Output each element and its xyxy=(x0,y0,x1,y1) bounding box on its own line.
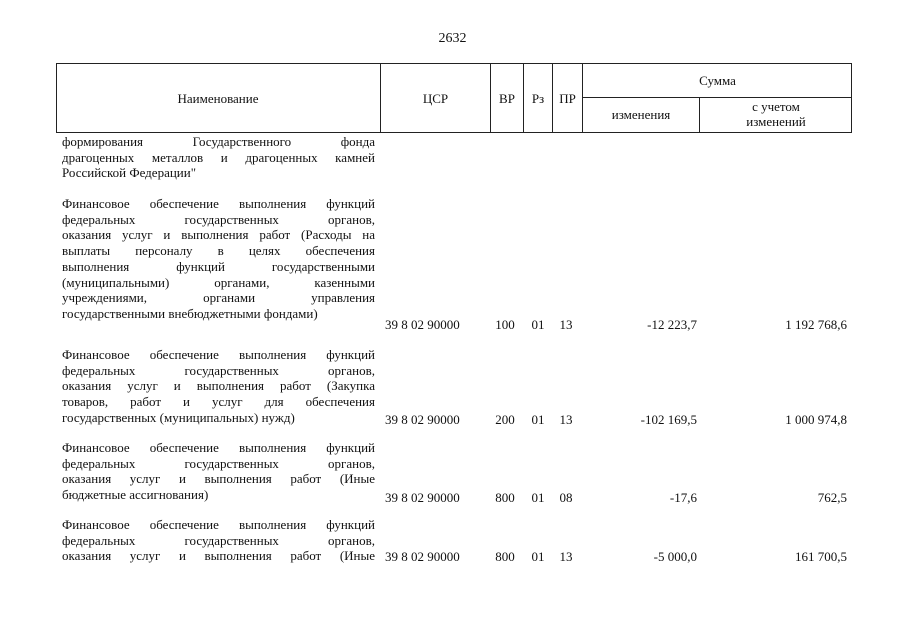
header-sum: Сумма xyxy=(699,73,736,88)
row-total: 1 000 974,8 xyxy=(785,412,847,427)
row-name-line: Финансовое обеспечение выполнения функций xyxy=(62,196,375,211)
row-rz: 01 xyxy=(531,412,545,427)
row-csr: 39 8 02 90000 xyxy=(385,490,460,505)
row-name-line: Финансовое обеспечение выполнения функций xyxy=(62,517,375,532)
row-name xyxy=(62,517,375,564)
row-name-line: драгоценных металлов и драгоценных камней xyxy=(62,149,375,165)
header-pr: ПР xyxy=(559,91,576,106)
row-pr: 13 xyxy=(559,317,573,332)
row-csr: 39 8 02 90000 xyxy=(385,549,460,564)
row-pr: 13 xyxy=(559,549,573,564)
header-rz: Рз xyxy=(531,91,545,106)
header-with-changes-line2: изменений xyxy=(746,114,806,129)
row-name-line: оказания услуг и выполнения работ (Закупка xyxy=(62,378,375,394)
row-name-line: оказания услуг и выполнения работ (Иные xyxy=(62,548,375,564)
row-change: -12 223,7 xyxy=(647,317,697,332)
row-name-line: федеральных государственных органов, xyxy=(62,455,375,471)
table-header xyxy=(56,63,852,133)
header-with-changes-line1: с учетом xyxy=(752,99,800,114)
row-name-line: выплаты персоналу в целях обеспечения xyxy=(62,243,375,259)
row-name-line: федеральных государственных органов, xyxy=(62,362,375,378)
row-name-line: федеральных государственных органов, xyxy=(62,532,375,548)
row-change: -17,6 xyxy=(669,490,697,505)
row-name xyxy=(62,134,375,181)
header-change: изменения xyxy=(611,107,671,122)
row-pr: 08 xyxy=(559,490,573,505)
row-name-line: выполнения функций государственными xyxy=(62,258,375,274)
header-name: Наименование xyxy=(177,91,259,106)
row-rz: 01 xyxy=(531,317,545,332)
row-total: 161 700,5 xyxy=(795,549,847,564)
row-name xyxy=(62,440,375,503)
row-change: -5 000,0 xyxy=(653,549,697,564)
row-name-line: Финансовое обеспечение выполнения функций xyxy=(62,440,375,455)
row-name-line: федеральных государственных органов, xyxy=(62,211,375,227)
row-name xyxy=(62,196,375,322)
row-rz: 01 xyxy=(531,549,545,564)
header-with-changes xyxy=(700,99,852,129)
header-vr: ВР xyxy=(499,91,515,106)
row-rz: 01 xyxy=(531,490,545,505)
row-name-line: формирования Государственного фонда xyxy=(62,134,375,149)
row-name-line: товаров, работ и услуг для обеспечения xyxy=(62,394,375,410)
row-name-line: Финансовое обеспечение выполнения функций xyxy=(62,347,375,362)
row-name-line: государственных (муниципальных) нужд) xyxy=(62,409,295,425)
row-pr: 13 xyxy=(559,412,573,427)
row-name-line: оказания услуг и выполнения работ (Расходы на xyxy=(62,227,375,243)
row-name-line: оказания услуг и выполнения работ (Иные xyxy=(62,471,375,487)
row-name-line: (муниципальными) органами, казенными xyxy=(62,274,375,290)
row-vr: 800 xyxy=(495,490,515,505)
row-csr: 39 8 02 90000 xyxy=(385,412,460,427)
row-total: 762,5 xyxy=(817,490,847,505)
page-number: 2632 xyxy=(438,31,467,46)
row-csr: 39 8 02 90000 xyxy=(385,317,460,332)
row-vr: 200 xyxy=(495,412,515,427)
row-vr: 800 xyxy=(495,549,515,564)
row-total: 1 192 768,6 xyxy=(785,317,847,332)
header-csr: ЦСР xyxy=(422,91,449,106)
row-name-line: учреждениями, органами управления xyxy=(62,290,375,306)
row-change: -102 169,5 xyxy=(640,412,697,427)
row-name xyxy=(62,347,375,426)
row-vr: 100 xyxy=(495,317,515,332)
row-name-line: Российской Федерации" xyxy=(62,165,197,181)
row-name-line: бюджетные ассигнования) xyxy=(62,487,209,503)
row-name-line: государственными внебюджетными фондами) xyxy=(62,305,318,321)
